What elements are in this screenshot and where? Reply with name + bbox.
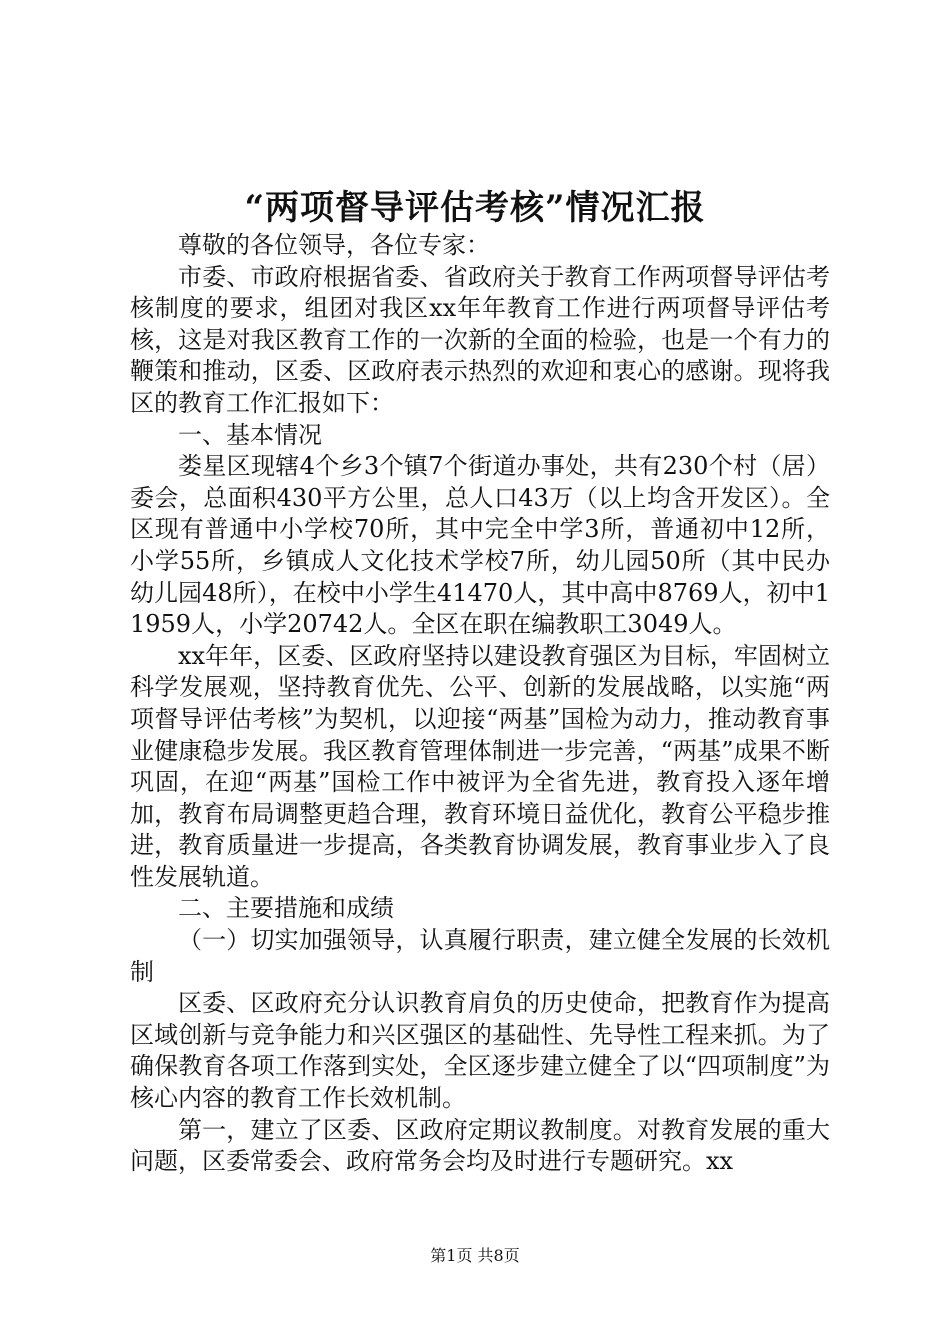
intro-paragraph: 市委、市政府根据省委、省政府关于教育工作两项督导评估考核制度的要求，组团对我区xx年年教育工作进行两项督导评估考核，这是对我区教育工作的一次新的全面的检验，也是一个有力的鞭策和推动，区委、区政府表示热烈的欢迎和衷心的感谢。现将我区的教育工作汇报如下： <box>130 262 830 417</box>
document-body <box>130 230 830 1178</box>
section-heading-measures: 二、主要措施和成绩 <box>178 894 394 923</box>
document-title: “两项督导评估考核”情况汇报 <box>244 188 706 228</box>
page-number-footer: 第1页 共8页 <box>430 1246 520 1265</box>
leadership-paragraph: 区委、区政府充分认识教育肩负的历史使命，把教育作为提高区域创新与竞争能力和兴区强区的基础性、先导性工程来抓。为了确保教育各项工作落到实处，全区逐步建立健全了以“四项制度”为核心内容的教育工作长效机制。 <box>130 989 830 1113</box>
development-paragraph: xx年年，区委、区政府坚持以建设教育强区为目标，牢固树立科学发展观，坚持教育优先、公平、创新的发展战略，以实施“两项督导评估考核”为契机，以迎接“两基”国检为动力，推动教育事业健康稳步发展。我区教育管理体制进一步完善，“两基”成果不断巩固，在迎“两基”国检工作中被评为全省先进，教育投入逐年增加，教育布局调整更趋合理，教育环境日益优化，教育公平稳步推进，教育质量进一步提高，各类教育协调发展，教育事业步入了良性发展轨道。 <box>130 641 830 891</box>
basic-info-paragraph: 娄星区现辖4个乡3个镇7个街道办事处，共有230个村（居）委会，总面积430平方公里，总人口43万（以上均含开发区）。全区现有普通中小学校70所，其中完全中学3所，普通初中12所，小学55所，乡镇成人文化技术学校7所，幼儿园50所（其中民办幼儿园48所），在校中小学生41470人，其中高中8769人，初中11959人，小学20742人。全区在职在编教职工3049人。 <box>130 452 830 639</box>
section-heading-basic: 一、基本情况 <box>178 420 322 449</box>
subsection-heading-leadership: （一）切实加强领导，认真履行职责，建立健全发展的长效机制 <box>130 926 830 986</box>
first-measure-paragraph: 第一，建立了区委、区政府定期议教制度。对教育发展的重大问题，区委常委会、政府常务会均及时进行专题研究。xx <box>130 1115 830 1176</box>
salutation-paragraph: 尊敬的各位领导，各位专家： <box>178 231 490 259</box>
